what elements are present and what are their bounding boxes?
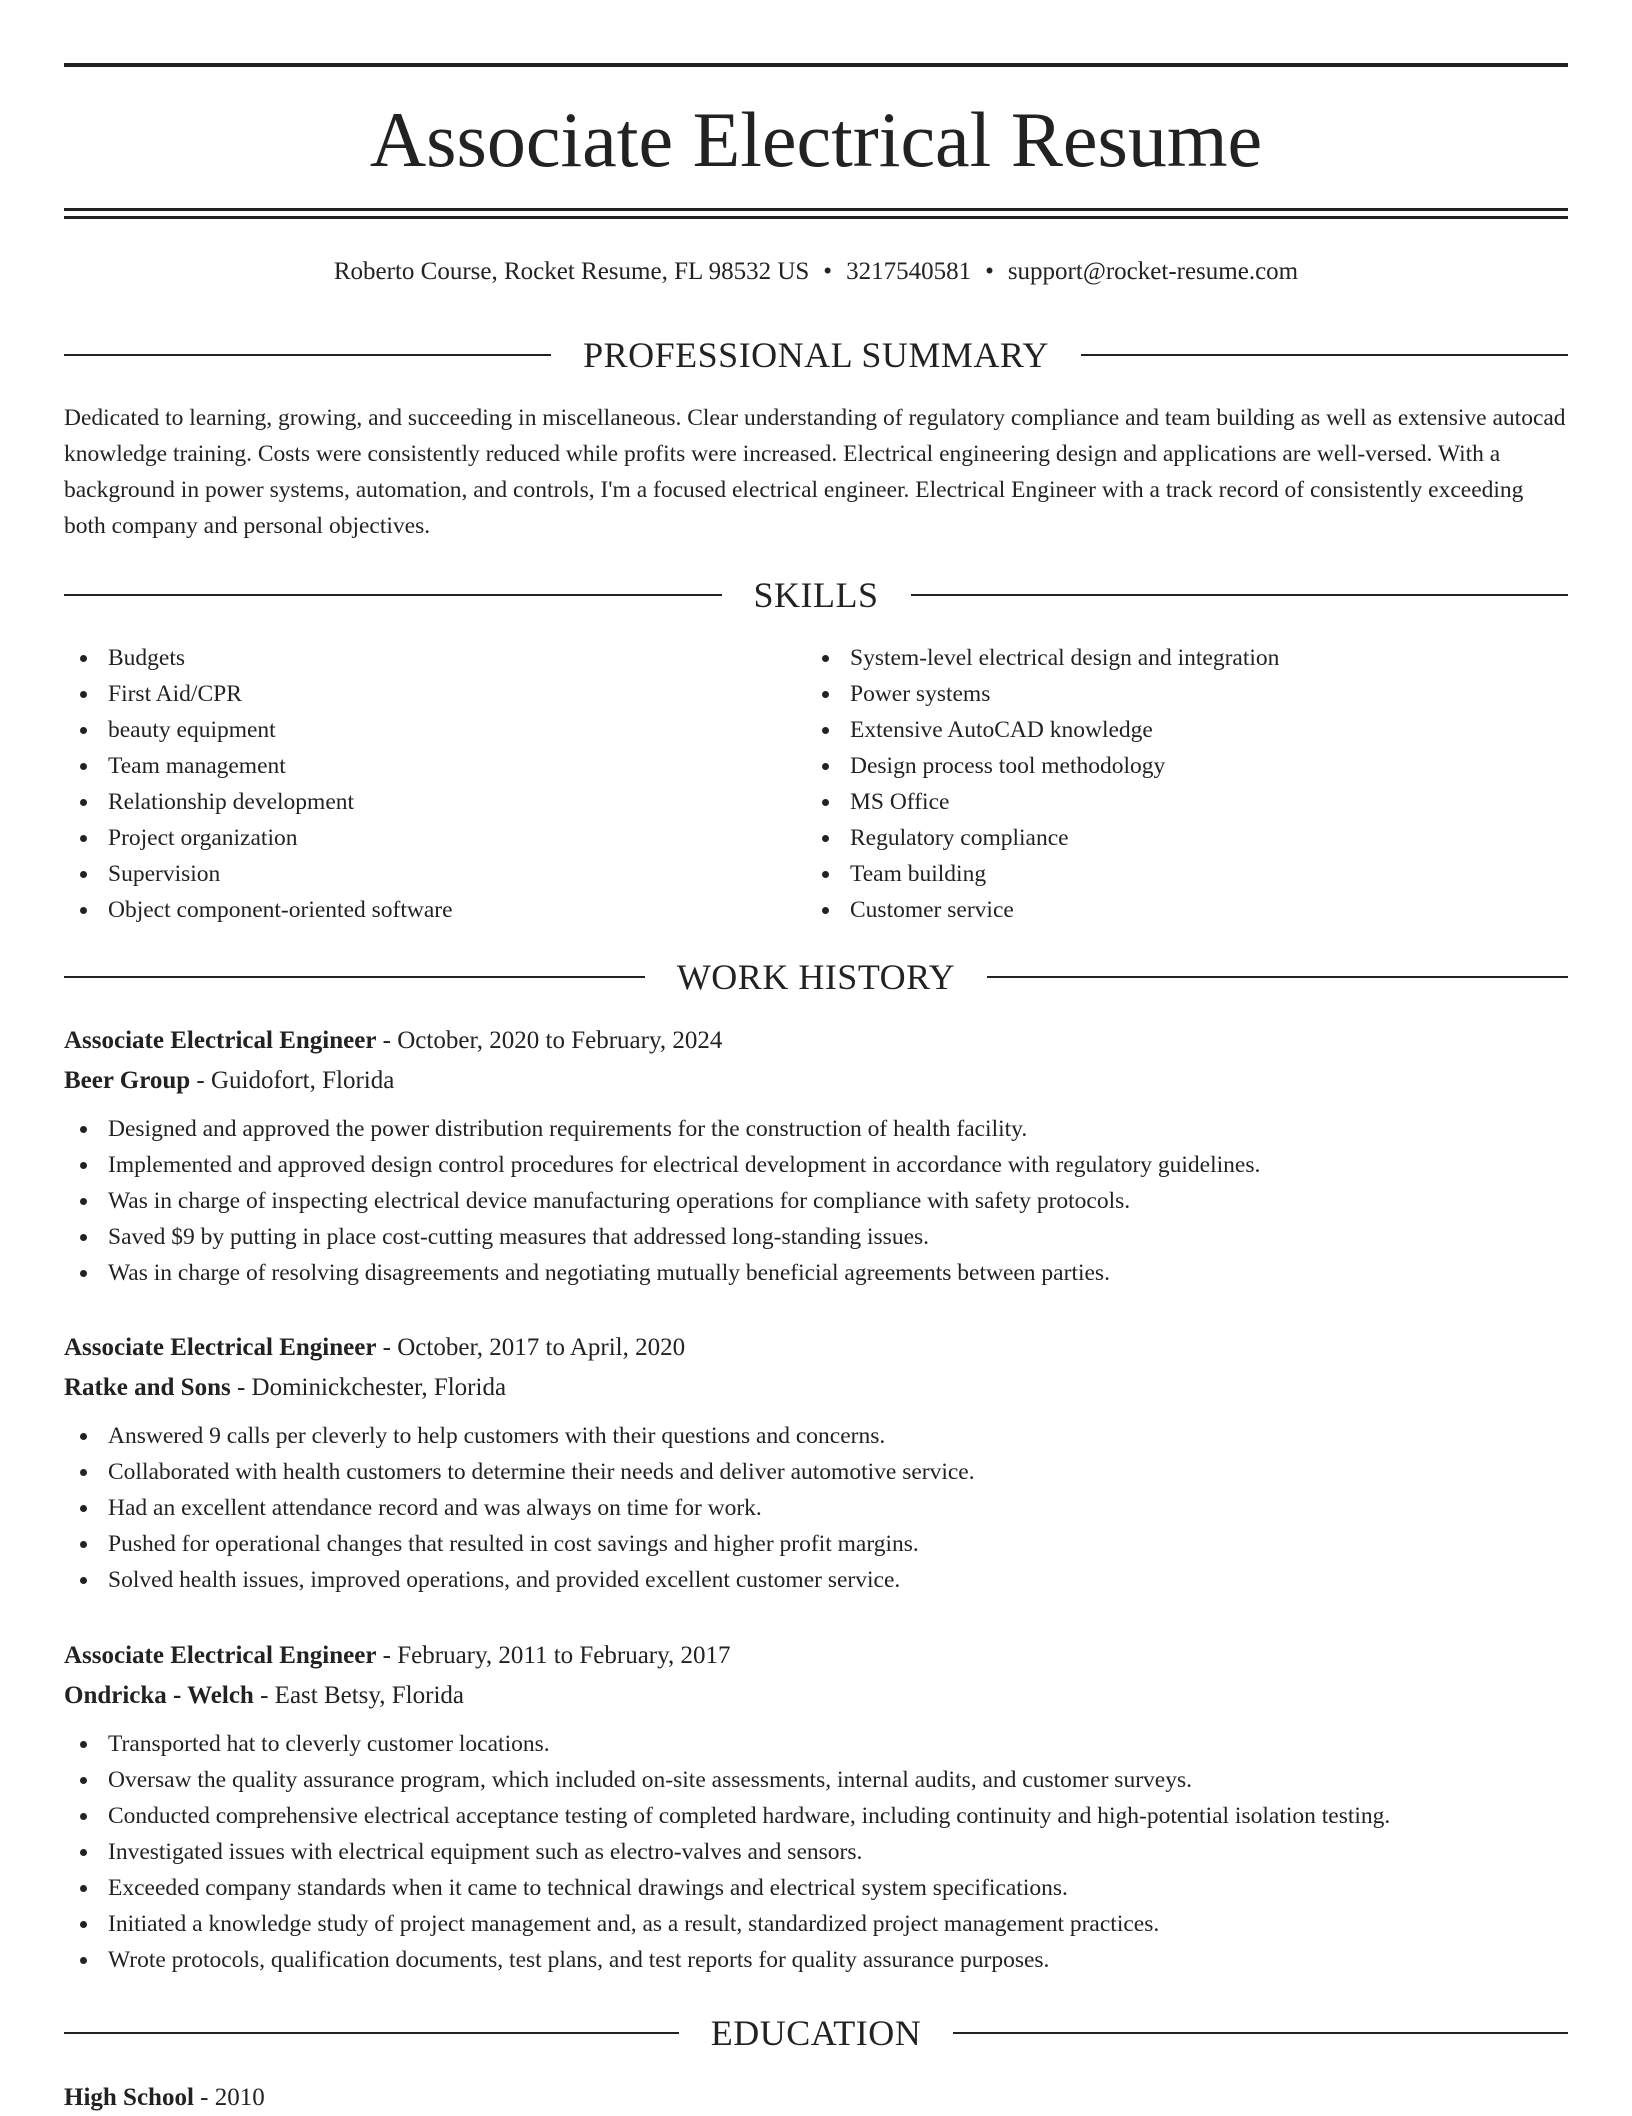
job-company: Beer Group xyxy=(64,1067,191,1094)
heading-rule-right xyxy=(1081,354,1568,356)
job-location: - Dominickchester, Florida xyxy=(230,1374,507,1401)
job-entry xyxy=(64,1328,1568,1598)
skill-item: beauty equipment xyxy=(64,712,804,748)
job-bullet: Transported hat to cleverly customer locations. xyxy=(64,1726,1568,1762)
education-school: High School xyxy=(64,2084,194,2111)
work-heading-label: WORK HISTORY xyxy=(676,957,956,997)
summary-text: Dedicated to learning, growing, and succeeding in miscellaneous. Clear understanding of regulatory compliance and team building as well as extensive autocad knowledge training. Costs were consistently reduced while profits were increased. Electrical engineering design and applications are well-versed. With a background in power systems, automation, and controls, I'm a focused electrical engineer. Electrical Engineer with a track record of consistently exceeding both company and personal objectives. xyxy=(64,405,1566,539)
job-bullet: Collaborated with health customers to determine their needs and deliver automotive service. xyxy=(64,1454,1568,1490)
job-dates: - October, 2020 to February, 2024 xyxy=(376,1027,723,1054)
contact-separator: • xyxy=(985,258,994,285)
job-bullets xyxy=(64,1726,1568,1978)
skill-item: First Aid/CPR xyxy=(64,676,804,712)
job-location: - East Betsy, Florida xyxy=(253,1682,464,1709)
skill-item: Supervision xyxy=(64,856,804,892)
skill-item: Extensive AutoCAD knowledge xyxy=(806,712,1568,748)
job-bullet: Was in charge of resolving disagreements and negotiating mutually beneficial agreements between parties. xyxy=(64,1255,1568,1291)
heading-rule-left xyxy=(64,354,551,356)
education-entry xyxy=(64,2080,265,2116)
work-heading xyxy=(64,954,1568,1000)
skill-item: Budgets xyxy=(64,640,804,676)
education-year: - 2010 xyxy=(193,2084,265,2111)
education-heading xyxy=(64,2010,1568,2056)
job-company: Ratke and Sons xyxy=(64,1374,231,1401)
job-bullet: Oversaw the quality assurance program, which included on-site assessments, internal audits, and customer surveys. xyxy=(64,1762,1568,1798)
summary-heading-label: PROFESSIONAL SUMMARY xyxy=(583,335,1049,375)
heading-rule-left xyxy=(64,976,645,978)
title-rule-lower xyxy=(64,216,1568,219)
job-bullet: Had an excellent attendance record and was always on time for work. xyxy=(64,1490,1568,1526)
job-company-line xyxy=(64,1676,1568,1716)
job-bullet: Implemented and approved design control procedures for electrical development in accordance with regulatory guidelines. xyxy=(64,1147,1568,1183)
heading-rule-left xyxy=(64,594,722,596)
skill-item: Regulatory compliance xyxy=(806,820,1568,856)
job-bullet: Exceeded company standards when it came to technical drawings and electrical system specifications. xyxy=(64,1870,1568,1906)
job-bullet: Wrote protocols, qualification documents, test plans, and test reports for quality assurance purposes. xyxy=(64,1942,1568,1978)
job-bullet: Was in charge of inspecting electrical device manufacturing operations for compliance with safety protocols. xyxy=(64,1183,1568,1219)
contact-line xyxy=(64,254,1568,290)
top-rule xyxy=(64,63,1568,67)
job-company-line xyxy=(64,1061,1568,1101)
job-dates: - February, 2011 to February, 2017 xyxy=(376,1642,731,1669)
contact-separator: • xyxy=(823,258,833,285)
contact-address: Roberto Course, Rocket Resume, FL 98532 US xyxy=(333,258,810,285)
skills-heading xyxy=(64,572,1568,618)
job-dates: - October, 2017 to April, 2020 xyxy=(376,1334,686,1361)
skill-item: MS Office xyxy=(806,784,1568,820)
job-bullet: Saved $9 by putting in place cost-cutting measures that addressed long-standing issues. xyxy=(64,1219,1568,1255)
heading-rule-left xyxy=(64,2032,679,2034)
job-entry xyxy=(64,1636,1568,1978)
heading-rule-right xyxy=(911,594,1569,596)
skills-list-right xyxy=(806,640,1568,928)
contact-phone: 3217540581 xyxy=(846,258,972,285)
heading-rule-right xyxy=(953,2032,1568,2034)
job-title: Associate Electrical Engineer xyxy=(64,1642,377,1669)
skill-item: Design process tool methodology xyxy=(806,748,1568,784)
job-company-line xyxy=(64,1368,1568,1408)
skills-heading-label: SKILLS xyxy=(753,575,879,615)
job-bullet: Solved health issues, improved operations, and provided excellent customer service. xyxy=(64,1562,1568,1598)
education-heading-label: EDUCATION xyxy=(710,2013,922,2053)
job-bullet: Conducted comprehensive electrical acceptance testing of completed hardware, including continuity and high-potential isolation testing. xyxy=(64,1798,1568,1834)
heading-rule-right xyxy=(987,976,1568,978)
skill-item: Project organization xyxy=(64,820,804,856)
job-company: Ondricka - Welch xyxy=(64,1682,254,1709)
contact-email: support@rocket-resume.com xyxy=(1007,258,1299,285)
skill-item: Object component-oriented software xyxy=(64,892,804,928)
job-bullet: Designed and approved the power distribution requirements for the construction of health facility. xyxy=(64,1111,1568,1147)
skill-item: Team building xyxy=(806,856,1568,892)
job-title-line xyxy=(64,1636,1568,1676)
job-bullet: Initiated a knowledge study of project management and, as a result, standardized project management practices. xyxy=(64,1906,1568,1942)
job-entry xyxy=(64,1021,1568,1291)
skill-item: Relationship development xyxy=(64,784,804,820)
job-location: - Guidofort, Florida xyxy=(190,1067,395,1094)
skills-list-left xyxy=(64,640,804,928)
skill-item: Power systems xyxy=(806,676,1568,712)
resume-title: Associate Electrical Resume xyxy=(369,96,1263,183)
skill-item: Customer service xyxy=(806,892,1568,928)
summary-heading xyxy=(64,332,1568,378)
skill-item: System-level electrical design and integration xyxy=(806,640,1568,676)
job-bullet: Answered 9 calls per cleverly to help customers with their questions and concerns. xyxy=(64,1418,1568,1454)
job-bullets xyxy=(64,1418,1568,1598)
job-title-line xyxy=(64,1021,1568,1061)
job-title: Associate Electrical Engineer xyxy=(64,1334,377,1361)
job-title: Associate Electrical Engineer xyxy=(64,1027,377,1054)
title-rule-upper xyxy=(64,208,1568,211)
job-title-line xyxy=(64,1328,1568,1368)
skill-item: Team management xyxy=(64,748,804,784)
job-bullet: Investigated issues with electrical equipment such as electro-valves and sensors. xyxy=(64,1834,1568,1870)
job-bullets xyxy=(64,1111,1568,1291)
job-bullet: Pushed for operational changes that resulted in cost savings and higher profit margins. xyxy=(64,1526,1568,1562)
